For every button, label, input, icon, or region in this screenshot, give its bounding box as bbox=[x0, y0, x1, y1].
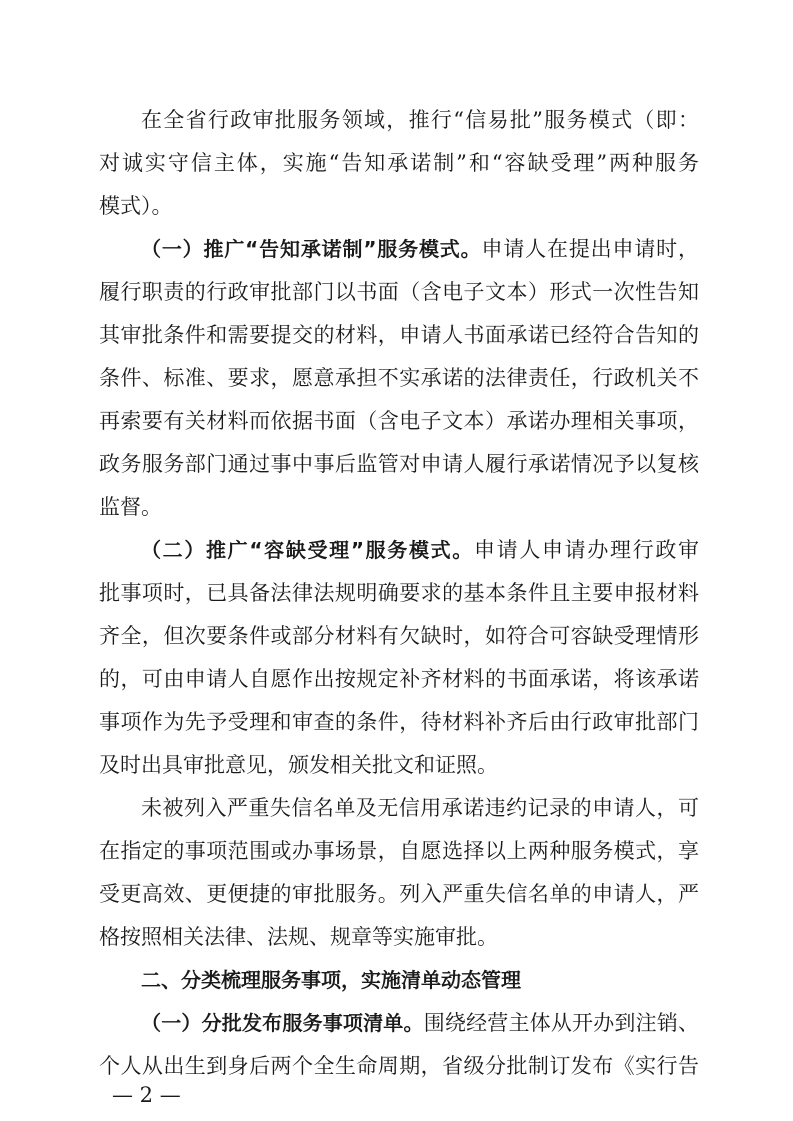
paragraph-3-line-2: 批事项时，已具备法律法规明确要求的基本条件且主要申报材料 bbox=[99, 581, 699, 605]
paragraph-1-line-3: 模式）。 bbox=[99, 194, 173, 218]
paragraph-3-line-5: 事项作为先予受理和审查的条件，待材料补齐后由行政审批部门 bbox=[99, 710, 699, 734]
paragraph-3-line-6: 及时出具审批意见，颁发相关批文和证照。 bbox=[99, 753, 498, 777]
paragraph-3-line-3: 齐全，但次要条件或部分材料有欠缺时，如符合可容缺受理情形 bbox=[99, 624, 699, 648]
paragraph-3-line-1 bbox=[141, 530, 699, 570]
paragraph-3-lead: （二）推广“容缺受理”服务模式。 bbox=[141, 538, 474, 562]
paragraph-5-line-1-rest: 围绕经营主体从开办到注销、 bbox=[423, 1011, 700, 1035]
paragraph-2-line-1-rest: 申请人在提出申请时， bbox=[481, 237, 699, 261]
paragraph-4-line-4: 格按照相关法律、法规、规章等实施审批。 bbox=[99, 925, 498, 949]
paragraph-2-line-4: 条件、标准、要求，愿意承担不实承诺的法律责任，行政机关不 bbox=[99, 366, 699, 390]
paragraph-3-line-1-rest: 申请人申请办理行政审 bbox=[473, 538, 699, 562]
paragraph-2-line-1 bbox=[141, 229, 699, 269]
paragraph-4-line-2: 在指定的事项范围或办事场景，自愿选择以上两种服务模式，享 bbox=[99, 839, 699, 863]
paragraph-1-line-1: 在全省行政审批服务领域，推行“信易批”服务模式（即： bbox=[141, 108, 699, 132]
paragraph-2-line-5: 再索要有关材料而依据书面（含电子文本）承诺办理相关事项， bbox=[99, 409, 699, 433]
paragraph-2-line-2: 履行职责的行政审批部门以书面（含电子文本）形式一次性告知 bbox=[99, 280, 699, 304]
paragraph-1-line-2: 对诚实守信主体，实施“告知承诺制”和“容缺受理”两种服务 bbox=[99, 151, 699, 175]
paragraph-5-lead: （一）分批发布服务事项清单。 bbox=[141, 1011, 424, 1035]
paragraph-2-line-6: 政务服务部门通过事中事后监管对申请人履行承诺情况予以复核 bbox=[99, 452, 699, 476]
section-heading: 二、分类梳理服务事项，实施清单动态管理 bbox=[141, 968, 521, 992]
paragraph-2-line-3: 其审批条件和需要提交的材料，申请人书面承诺已经符合告知的 bbox=[99, 323, 699, 347]
page-number: — 2 — bbox=[112, 1083, 181, 1107]
paragraph-4-line-1: 未被列入严重失信名单及无信用承诺违约记录的申请人，可 bbox=[141, 796, 699, 820]
paragraph-3-line-4: 的，可由申请人自愿作出按规定补齐材料的书面承诺，将该承诺 bbox=[99, 667, 699, 691]
paragraph-2-line-7: 监督。 bbox=[99, 495, 162, 519]
paragraph-5-line-1 bbox=[141, 1003, 699, 1043]
paragraph-5-line-2: 个人从出生到身后两个全生命周期，省级分批制订发布《实行告 bbox=[99, 1054, 699, 1078]
paragraph-4-line-3: 受更高效、更便捷的审批服务。列入严重失信名单的申请人，严 bbox=[99, 882, 699, 906]
paragraph-2-lead: （一）推广“告知承诺制”服务模式。 bbox=[141, 237, 482, 261]
